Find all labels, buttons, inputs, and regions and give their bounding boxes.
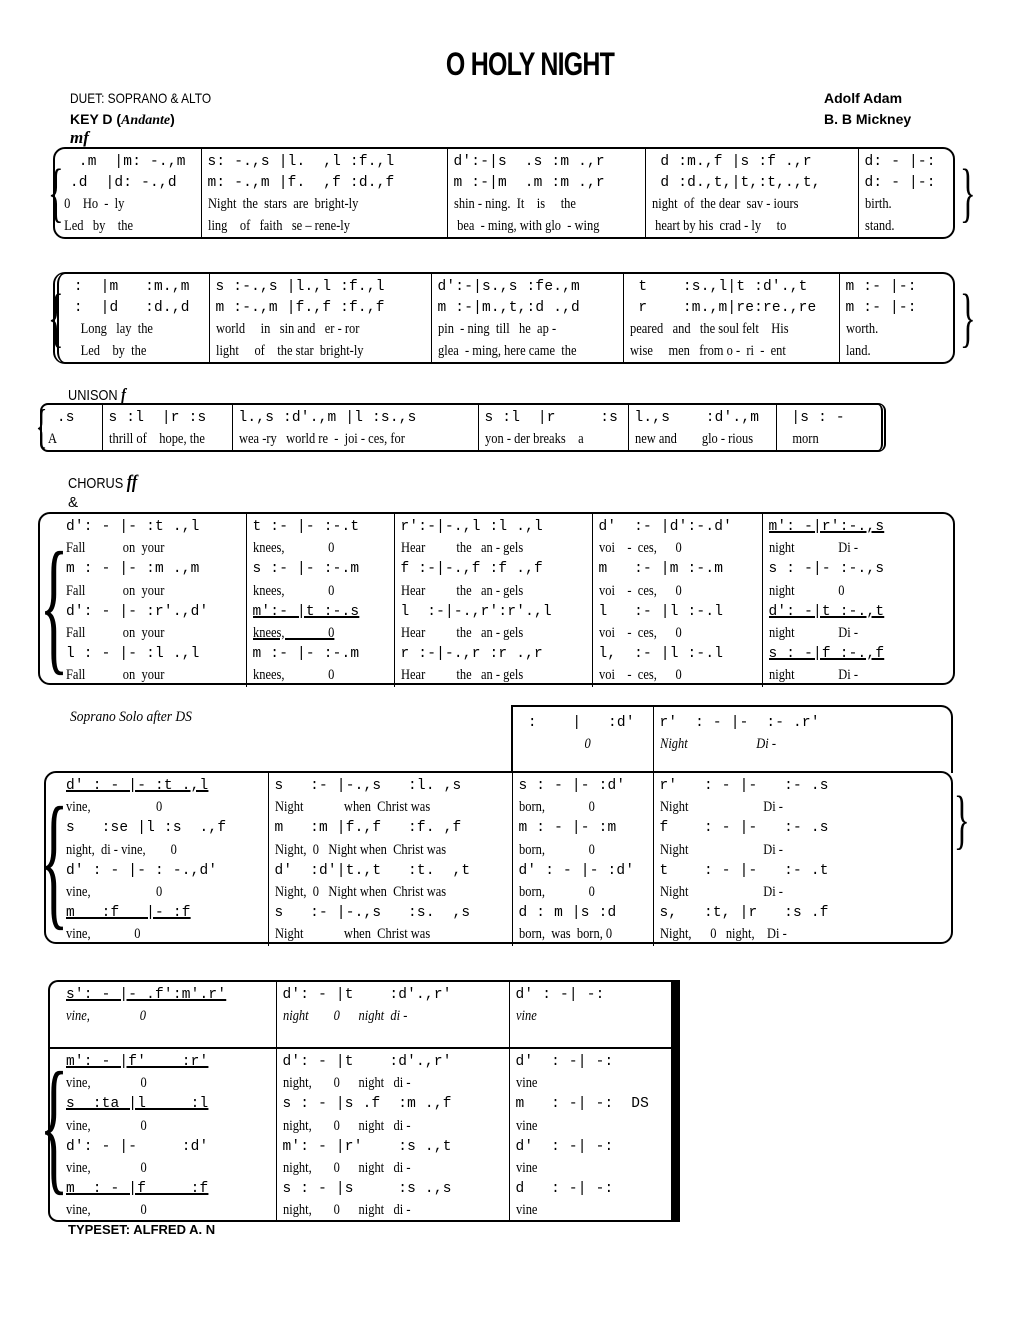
notation-line: t :- |- :-.t: [252, 519, 360, 535]
notation-line: r':-|-.,l :l .,l: [400, 519, 543, 535]
ampersand: &: [68, 494, 79, 511]
notation-line: s : - |s :s .,s: [282, 1181, 452, 1198]
lyric-line: night, 0 night di -: [282, 1075, 410, 1092]
system-brace-right: }: [959, 156, 976, 229]
lyric-line: morn: [782, 431, 819, 448]
lyric-line: night, 0 night di -: [282, 1202, 410, 1219]
lyric-line: vine: [515, 1117, 537, 1134]
measure: [512, 773, 653, 946]
notation-line: m': - |f' :r': [66, 1054, 209, 1070]
measure: [46, 773, 268, 946]
lyric-line: stand.: [864, 217, 894, 234]
measure: [776, 405, 881, 450]
duet-label: DUET: SOPRANO & ALTO: [70, 90, 212, 106]
notation-line: m :- |-:: [845, 279, 917, 295]
measure: [246, 514, 394, 687]
lyric-line: Hear the an - gels: [400, 624, 523, 641]
notation-line: s :-.,s |l.,l :f.,l: [215, 279, 385, 295]
measure: [102, 405, 232, 450]
lyric-line: night, di - vine, 0: [66, 841, 177, 858]
notation-line: s: -.,s |l. ,l :f.,l: [207, 154, 395, 170]
lyric-line: Night when Christ was: [274, 799, 430, 816]
notation-line: : |d :d.,d: [65, 300, 190, 317]
lyric-line: night Di -: [768, 667, 858, 684]
lyric-line: Night, 0 Night when Christ was: [274, 883, 446, 900]
system-5: [44, 771, 953, 944]
lyric-line: vine, 0: [66, 883, 163, 900]
notation-line: d: - |-:: [864, 154, 936, 170]
measure: [55, 149, 201, 237]
lyric-line: Fall on your: [66, 667, 165, 684]
notation-line: m : - |- :m .,m: [66, 561, 200, 578]
system-6: [48, 980, 680, 1222]
notation-line: d :m.,f |s :f .,r: [651, 154, 812, 170]
chorus-label: CHORUS ff: [68, 472, 138, 493]
composer: Adolf Adam: [824, 90, 903, 106]
notation-line: d : -| -:: [515, 1181, 614, 1198]
lyric-line: born, 0: [518, 841, 595, 858]
notation-line: d': - |t :d'.,r': [282, 1054, 452, 1070]
notation-line: .d |d: -.,d: [61, 175, 177, 192]
lyric-line: Long lay the: [65, 321, 153, 338]
measure: [42, 405, 102, 450]
notation-line: d': - |- :d': [66, 1138, 209, 1155]
notation-line: l, :- |l :-.l: [598, 646, 724, 663]
system-brace: {: [35, 400, 48, 453]
notation-line: m :- |m :-.m: [598, 561, 724, 578]
lyric-line: born, 0: [518, 799, 595, 816]
system-brace: {: [47, 281, 64, 354]
unison-label: UNISON f: [68, 385, 126, 404]
notation-line: m : -| -: DS: [515, 1096, 650, 1113]
measure: [276, 1048, 509, 1222]
lyric-line: vine: [515, 1008, 537, 1025]
arranger: B. B Mickney: [824, 111, 912, 127]
lyric-line: knees, 0: [252, 582, 334, 599]
lyric-line: land.: [845, 342, 871, 359]
system-brace: {: [39, 777, 69, 943]
measure: [858, 149, 953, 237]
notation-line: s :se |l :s .,f: [66, 820, 227, 837]
notation-line: s : -|- :-.,s: [768, 561, 885, 578]
measure: [762, 514, 953, 687]
notation-line: r' : - |- :- .s: [659, 778, 829, 794]
notation-line: d': - |t :d'.,r': [282, 987, 452, 1003]
lyric-line: Fall on your: [66, 624, 165, 641]
notation-line: t :s.,l|t :d'.,t: [629, 279, 808, 295]
measure: [201, 149, 447, 237]
notation-line: d':-|s.,s :fe.,m: [437, 279, 580, 295]
measure: [653, 707, 951, 773]
lyric-line: pin - ning till he ap -: [437, 321, 556, 338]
lyric-line: vine, 0: [66, 1117, 147, 1134]
notation-line: d': -|t :-.,t: [768, 603, 885, 620]
measure: [268, 773, 512, 946]
lyric-line: 0 Ho - ly: [61, 196, 125, 213]
notation-line: m : - |- :m: [518, 820, 617, 837]
notation-line: s : - |- :d': [518, 778, 626, 794]
measure: [40, 514, 246, 687]
system-3: [40, 403, 886, 452]
lyric-line: vine, 0: [66, 1202, 147, 1219]
notation-line: l : - |- :l .,l: [66, 646, 200, 663]
notation-line: m': - |r' :s .,t: [282, 1138, 452, 1155]
notation-line: s, :t, |r :s .f: [659, 905, 829, 922]
notation-line: m :-|m .m :m .,r: [453, 175, 605, 192]
lyric-line: voi - ces, 0: [598, 540, 682, 557]
system-brace: {: [39, 1042, 69, 1208]
solo-label: Soprano Solo after DS: [70, 709, 192, 725]
notation-line: d' : -| -:: [515, 1138, 614, 1155]
lyric-line: night, 0 night di -: [282, 1159, 410, 1176]
notation-line: s :l |r :s: [484, 410, 619, 426]
lyric-line: vine: [515, 1159, 537, 1176]
notation-line: l.,s :d'.,m |l :s.,s: [238, 410, 417, 426]
dynamic-ff: ff: [126, 472, 138, 493]
lyric-line: Night when Christ was: [274, 926, 430, 943]
key-label: KEY D (Andante): [70, 111, 175, 128]
lyric-line: Fall on your: [66, 540, 165, 557]
notation-line: m : - |f :f: [66, 1181, 209, 1198]
lyric-line: Led by the: [65, 342, 147, 359]
measure: [232, 405, 478, 450]
notation-line: r :-|-.,r :r .,r: [400, 646, 543, 663]
measure: [59, 274, 209, 362]
notation-line: s': - |- .f':m'.r': [66, 987, 227, 1003]
notation-line: d' :d'|t.,t :t. ,t: [274, 862, 471, 879]
notation-line: s : - |s .f :m .,f: [282, 1096, 452, 1113]
system-brace-right: }: [953, 783, 970, 856]
lyric-line: Night, 0 Night when Christ was: [274, 841, 446, 858]
notation-line: d' :- |d':-.d': [598, 519, 733, 535]
lyric-line: voi - ces, 0: [598, 582, 682, 599]
lyric-line: glea - ming, here came the: [437, 342, 577, 359]
lyric-line: knees, 0: [252, 540, 334, 557]
notation-line: .s: [48, 410, 75, 426]
lyric-line: thrill of hope, the: [108, 431, 205, 448]
system-brace-right: }: [959, 281, 976, 354]
lyric-line: vine: [515, 1075, 537, 1092]
lyric-line: Night, 0 night, Di -: [659, 926, 787, 943]
measure: [50, 982, 276, 1048]
notation-line: : | :d': [519, 715, 635, 731]
lyric-line: peared and the soul felt His: [629, 321, 789, 338]
dynamic-mf: mf: [70, 128, 89, 147]
lyric-line: Night Di -: [659, 799, 783, 816]
lyric-line: light of the star bright-ly: [215, 342, 364, 359]
lyric-line: born, was born, 0: [518, 926, 612, 943]
lyric-line: vine, 0: [66, 1008, 147, 1025]
lyric-line: shin - ning. It is the: [453, 196, 576, 213]
lyric-line: night 0 night di -: [282, 1008, 407, 1025]
system-brace: {: [39, 522, 69, 688]
notation-line: s :ta |l :l: [66, 1096, 209, 1113]
notation-line: d: - |-:: [864, 175, 936, 192]
system-2: [53, 272, 955, 364]
system-1: [53, 147, 955, 239]
notation-line: s :- |-.,s :l. ,s: [274, 778, 462, 794]
system-brace: {: [47, 156, 64, 229]
notation-line: s :- |- :-.m: [252, 561, 360, 578]
lyric-line: night Di -: [768, 624, 858, 641]
measure: [509, 982, 671, 1048]
measure: [592, 514, 762, 687]
system-4: [38, 512, 955, 685]
notation-line: m :f |- :f: [66, 905, 191, 922]
lyric-line: Night the stars are bright-ly: [207, 196, 358, 213]
lyric-line: worth.: [845, 321, 878, 338]
lyric-line: Night Di -: [659, 841, 783, 858]
measure: [431, 274, 623, 362]
measure: [653, 773, 951, 946]
notation-line: l :- |l :-.l: [598, 603, 724, 620]
notation-line: d' : -| -:: [515, 987, 605, 1003]
notation-line: |s : -: [782, 410, 845, 426]
notation-line: m :-.,m |f.,f :f.,f: [215, 300, 385, 317]
measure: [478, 405, 628, 450]
notation-line: .m |m: -.,m: [61, 154, 186, 170]
notation-line: s : -|f :-.,f: [768, 646, 885, 663]
lyric-line: heart by his crad - ly to: [651, 217, 786, 234]
notation-line: m: -.,m |f. ,f :d.,f: [207, 175, 395, 192]
notation-line: m :m |f.,f :f. ,f: [274, 820, 462, 837]
measure: [447, 149, 645, 237]
lyric-line: Hear the an - gels: [400, 540, 523, 557]
lyric-line: voi - ces, 0: [598, 667, 682, 684]
lyric-line: Night Di -: [659, 883, 783, 900]
lyric-line: vine, 0: [66, 1075, 147, 1092]
lyric-line: born, 0: [518, 883, 595, 900]
notation-line: f : - |- :- .s: [659, 820, 829, 837]
notation-line: d :d.,t,|t,:t,.,t,: [651, 175, 821, 192]
dynamic-f: f: [121, 385, 126, 404]
notation-line: m :-|m.,t,:d .,d: [437, 300, 580, 317]
lyric-line: world in sin and er - ror: [215, 321, 359, 338]
lyric-line: A: [48, 431, 58, 448]
notation-line: r :m.,m|re:re.,re: [629, 300, 817, 317]
notation-line: f :-|-.,f :f .,f: [400, 561, 543, 578]
measure: [839, 274, 953, 362]
solo-line: [511, 705, 953, 773]
measure: [628, 405, 776, 450]
notation-line: s :- |-.,s :s. ,s: [274, 905, 471, 922]
lyric-line: knees, 0: [252, 624, 334, 641]
notation-line: d':-|s .s :m .,r: [453, 154, 605, 170]
lyric-line: Hear the an - gels: [400, 582, 523, 599]
notation-line: m :- |- :-.m: [252, 646, 360, 663]
notation-line: d' : -| -:: [515, 1054, 614, 1070]
notation-line: d' : - |- :d': [518, 862, 635, 879]
lyric-line: vine, 0: [66, 926, 141, 943]
lyric-line: vine: [515, 1202, 537, 1219]
measure: [209, 274, 431, 362]
notation-line: t : - |- :- .t: [659, 862, 829, 879]
measure: [623, 274, 839, 362]
lyric-line: yon - der breaks a: [484, 431, 584, 448]
notation-line: s :l |r :s: [108, 410, 207, 426]
notation-line: d' : - |- : -.,d': [66, 862, 218, 879]
measure: [645, 149, 858, 237]
notation-line: m :- |-:: [845, 300, 917, 317]
lyric-line: wea -ry world re - joi - ces, for: [238, 431, 405, 448]
lyric-line: Led by the: [61, 217, 134, 234]
lyric-line: night 0: [768, 582, 845, 599]
lyric-line: ling of faith se – rene-ly: [207, 217, 350, 234]
lyric-line: night of the dear sav - iours: [651, 196, 798, 213]
measure: [50, 1048, 276, 1222]
lyric-line: 0: [519, 736, 591, 753]
notation-line: d' : - |- :t .,l: [66, 778, 209, 794]
notation-line: l :-|-.,r':r'.,l: [400, 603, 552, 620]
lyric-line: night Di -: [768, 540, 858, 557]
notation-line: : |m :m.,m: [65, 279, 190, 295]
measure: [276, 982, 509, 1048]
notation-line: d': - |- :t .,l: [66, 519, 200, 535]
lyric-line: bea - ming, with glo - wing: [453, 217, 599, 234]
lyric-line: night, 0 night di -: [282, 1117, 410, 1134]
lyric-line: Fall on your: [66, 582, 165, 599]
lyric-line: vine, 0: [66, 799, 163, 816]
lyric-line: new and glo - rious: [634, 431, 753, 448]
notation-line: m':- |t :-.s: [252, 603, 360, 620]
typeset-credit: TYPESET: ALFRED A. N: [68, 1222, 216, 1237]
lyric-line: Night Di -: [659, 736, 776, 753]
lyric-line: voi - ces, 0: [598, 624, 682, 641]
lyric-line: wise men from o - ri - ent: [629, 342, 786, 359]
lyric-line: birth.: [864, 196, 892, 213]
lyric-line: vine, 0: [66, 1159, 147, 1176]
notation-line: d': - |- :r'.,d': [66, 603, 209, 620]
notation-line: d : m |s :d: [518, 905, 617, 922]
measure: [513, 707, 653, 773]
measure: [394, 514, 592, 687]
notation-line: r' : - |- :- .r': [659, 715, 820, 731]
notation-line: l.,s :d'.,m: [634, 410, 760, 426]
page-title: O HOLY NIGHT: [445, 46, 615, 82]
notation-line: m': -|r':-.,s: [768, 519, 885, 535]
measure: [509, 1048, 671, 1222]
tempo-marking: Andante: [121, 113, 171, 128]
lyric-line: Hear the an - gels: [400, 667, 523, 684]
lyric-line: knees, 0: [252, 667, 334, 684]
